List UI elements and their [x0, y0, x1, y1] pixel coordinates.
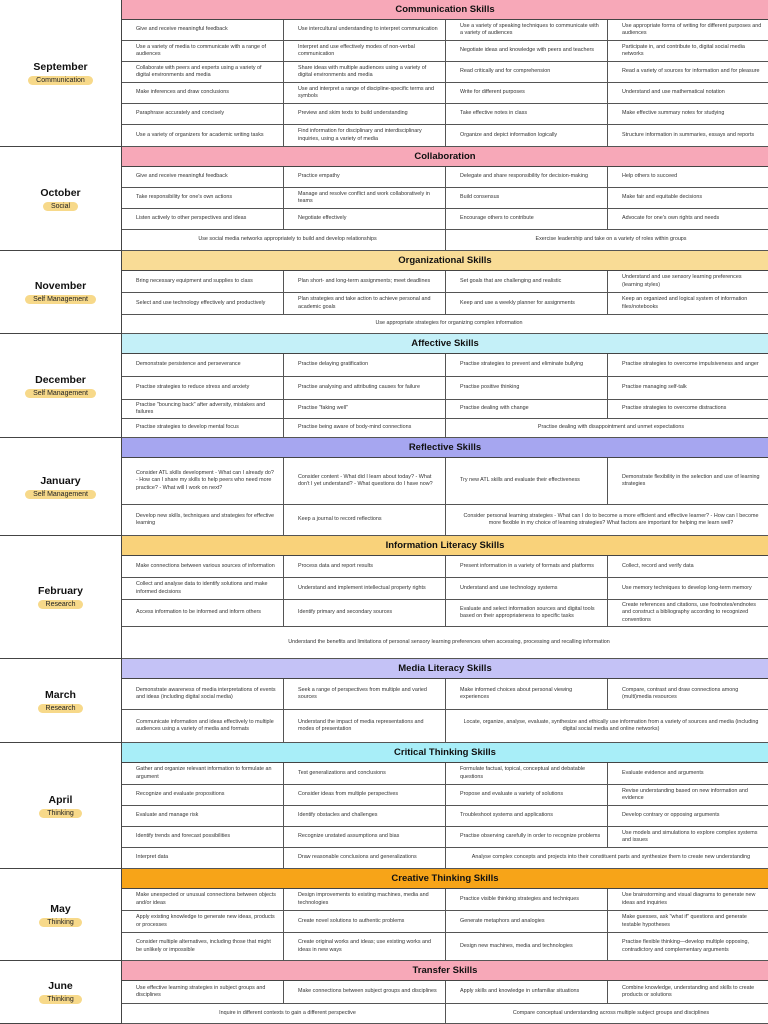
skill-cell: Practise strategies to overcome distractions — [622, 405, 727, 412]
skill-cell: Create references and citations, use footnotes/endnotes and construct a bibliography according to recognized conventions — [622, 602, 756, 623]
skill-row — [122, 419, 768, 438]
skill-cell: Take responsibility for one's own actions — [122, 188, 284, 208]
month-label-april — [0, 743, 122, 869]
month-label-may — [0, 869, 122, 961]
skill-cell: Use appropriate forms of writing for different purposes and audiences — [622, 22, 762, 36]
skill-cell: Interpret and use effectively modes of non-verbal communication — [284, 41, 446, 61]
skill-cell: Compare conceptual understanding across multiple subject groups and disciplines — [512, 1009, 710, 1016]
skill-row — [122, 125, 768, 147]
skill-cell: Formulate factual, topical, conceptual and debatable questions — [446, 763, 608, 784]
month-name: December — [35, 373, 86, 386]
month-name: January — [40, 474, 81, 487]
skill-cell: Apply skills and knowledge in unfamiliar situations — [446, 981, 608, 1003]
skill-row — [122, 83, 768, 104]
skill-cell: Use social media networks appropriately to build and develop relationships — [122, 230, 446, 250]
skill-row — [122, 981, 768, 1004]
skill-cell: Use and interpret a range of discipline-specific terms and symbols — [284, 83, 446, 103]
category-badge: Research — [38, 704, 84, 713]
skill-cell: Practise dealing with change — [446, 400, 608, 418]
skill-cell: Paraphrase accurately and concisely — [122, 104, 284, 124]
skill-cell: Understand the benefits and limitations of personal sensory learning preferences when accessing, processing and recalling information — [288, 638, 610, 645]
skill-cell: Negotiate effectively — [284, 209, 446, 229]
skill-section — [122, 147, 768, 251]
skill-row — [122, 763, 768, 785]
category-badge: Self Management — [25, 389, 96, 398]
month-name: June — [48, 980, 73, 992]
section-title: Information Literacy Skills — [122, 536, 768, 556]
skill-row — [122, 104, 768, 125]
skill-cell: Consider personal learning strategies - What can I do to become a more efficient and effective learner? - How can I become more flexible in my choice of learning strategies? What factors are important for helping me learn well? — [463, 512, 759, 526]
category-badge: Research — [38, 600, 84, 609]
skill-cell: Consider multiple alternatives, including those that might be unlikely or impossible — [122, 933, 284, 960]
skill-row — [122, 354, 768, 377]
skill-cell: Keep a journal to record reflections — [284, 505, 446, 535]
skill-section — [122, 743, 768, 869]
month-name: November — [34, 280, 87, 292]
skill-cell: Consider ATL skills development - What can I already do? - How can I share my skills to help peers who need more practice? - What will I work on next? — [122, 458, 284, 504]
skill-row — [122, 20, 768, 41]
skill-row — [122, 230, 768, 251]
skill-cell: Practise flexible thinking—develop multiple opposing, contradictory and complementary arguments — [622, 939, 750, 953]
skill-cell: Collect and analyse data to identify solutions and make informed decisions — [122, 578, 284, 599]
month-name: May — [50, 902, 71, 915]
skill-cell: Practise strategies to reduce stress and anxiety — [122, 377, 284, 399]
skill-row — [122, 933, 768, 961]
skill-cell: Locate, organize, analyse, evaluate, synthesize and ethically use information from a variety of sources and media (including digital social media and online networks) — [463, 718, 759, 732]
skill-cell: Demonstrate awareness of media interpretations of events and ideas (including digital social media) — [122, 679, 284, 709]
skill-cell: Plan short- and long-term assignments; meet deadlines — [284, 271, 446, 292]
skill-cell: Make connections between various sources of information — [122, 556, 284, 577]
skill-row — [122, 600, 768, 627]
skill-cell: Practice visible thinking strategies and techniques — [446, 889, 608, 910]
skill-cell: Develop new skills, techniques and strategies for effective learning — [122, 505, 284, 535]
skill-cell: Evaluate and manage risk — [122, 806, 284, 826]
skill-row — [122, 209, 768, 230]
skill-row — [122, 458, 768, 505]
skill-section — [122, 961, 768, 1024]
skill-row — [122, 41, 768, 62]
skill-cell: Make fair and equitable decisions — [622, 194, 703, 201]
skill-cell: Practise observing carefully in order to recognize problems — [446, 827, 608, 847]
skill-cell: Practice empathy — [284, 167, 446, 187]
skill-cell: Access information to be informed and inform others — [122, 600, 284, 626]
skill-cell: Propose and evaluate a variety of solutions — [446, 785, 608, 805]
skill-row — [122, 627, 768, 659]
skill-row — [122, 889, 768, 911]
skill-cell: Practise dealing with disappointment and unmet expectations — [537, 424, 685, 431]
category-badge: Thinking — [39, 809, 81, 818]
skill-cell: Generate metaphors and analogies — [446, 911, 608, 932]
skill-cell: Collaborate with peers and experts using a variety of digital environments and media — [122, 62, 284, 82]
skill-cell: Understand the impact of media representations and modes of presentation — [284, 710, 446, 742]
skill-cell: Combine knowledge, understanding and skills to create products or solutions — [622, 984, 755, 998]
month-name: September — [33, 61, 88, 73]
skill-row — [122, 578, 768, 600]
month-name: March — [45, 688, 76, 701]
skill-row — [122, 62, 768, 83]
skill-cell: Recognize and evaluate propositions — [122, 785, 284, 805]
skill-cell: Understand and use sensory learning preferences (learning styles) — [622, 274, 742, 288]
skill-section — [122, 659, 768, 743]
skill-cell: Demonstrate flexibility in the selection and use of learning strategies — [622, 473, 760, 487]
skill-row — [122, 400, 768, 419]
skill-cell: Present information in a variety of formats and platforms — [446, 556, 608, 577]
skill-cell: Try new ATL skills and evaluate their effectiveness — [446, 458, 608, 504]
skill-cell: Demonstrate persistence and perseverance — [122, 354, 284, 376]
skill-cell: Use appropriate strategies for organizing complex information — [375, 320, 523, 327]
skill-cell: Compare, contrast and draw connections among (multi)media resources — [622, 686, 739, 700]
skill-row — [122, 679, 768, 710]
skill-cell: Help others to succeed — [622, 173, 678, 180]
skill-cell: Keep an organized and logical system of information files/notebooks — [622, 296, 748, 310]
skill-cell: Evaluate evidence and arguments — [622, 769, 704, 776]
skill-cell: Organize and depict information logically — [446, 125, 608, 146]
skill-cell: Test generalizations and conclusions — [284, 763, 446, 784]
skill-cell: Identify trends and forecast possibilities — [122, 827, 284, 847]
skill-row — [122, 827, 768, 848]
skill-cell: Make effective summary notes for studying — [622, 110, 725, 117]
skill-cell: Find information for disciplinary and interdisciplinary inquiries, using a variety of media — [284, 125, 446, 146]
skill-cell: Write for different purposes — [446, 83, 608, 103]
month-name: February — [38, 585, 83, 597]
skill-section — [122, 334, 768, 438]
skill-cell: Make inferences and draw conclusions — [122, 83, 284, 103]
skill-cell: Process data and report results — [284, 556, 446, 577]
skill-section — [122, 438, 768, 536]
month-label-february — [0, 536, 122, 659]
skill-cell: Design new machines, media and technologies — [446, 933, 608, 960]
month-label-march — [0, 659, 122, 743]
skill-cell: Understand and implement intellectual property rights — [284, 578, 446, 599]
skill-cell: Exercise leadership and take on a variety of roles within groups — [535, 236, 687, 243]
skill-cell: Share ideas with multiple audiences using a variety of digital environments and media — [284, 62, 446, 82]
skill-cell: Practise positive thinking — [446, 377, 608, 399]
skill-section — [122, 536, 768, 659]
skill-cell: Preview and skim texts to build understanding — [284, 104, 446, 124]
skill-cell: Practise "faking well" — [284, 400, 446, 418]
skill-row — [122, 1004, 768, 1024]
skill-cell: Analyse complex concepts and projects into their constituent parts and synthesize them to create new understanding — [471, 854, 751, 861]
skill-cell: Bring necessary equipment and supplies to class — [122, 271, 284, 292]
skill-cell: Keep and use a weekly planner for assignments — [446, 293, 608, 314]
skill-cell: Evaluate and select information sources and digital tools based on their appropriateness to specific tasks — [446, 600, 608, 626]
category-badge: Thinking — [39, 995, 81, 1004]
month-label-october — [0, 147, 122, 251]
skill-cell: Use intercultural understanding to interpret communication — [284, 20, 446, 40]
section-title: Media Literacy Skills — [122, 659, 768, 679]
skill-cell: Understand and use technology systems — [446, 578, 608, 599]
skill-cell: Structure information in summaries, essays and reports — [622, 131, 755, 138]
skill-cell: Understand and use mathematical notation — [622, 89, 725, 96]
skill-cell: Consider ideas from multiple perspectives — [284, 785, 446, 805]
skill-cell: Advocate for one's own rights and needs — [622, 215, 720, 222]
section-title: Affective Skills — [122, 334, 768, 354]
section-title: Organizational Skills — [122, 251, 768, 271]
skill-cell: Take effective notes in class — [446, 104, 608, 124]
skill-cell: Revise understanding based on new information and evidence — [622, 787, 748, 801]
skill-cell: Practise being aware of body-mind connections — [284, 419, 446, 437]
skill-cell: Create original works and ideas; use existing works and ideas in new ways — [284, 933, 446, 960]
section-title: Collaboration — [122, 147, 768, 167]
skill-cell: Apply existing knowledge to generate new ideas, products or processes — [122, 911, 284, 932]
skill-row — [122, 377, 768, 400]
category-badge: Communication — [28, 76, 93, 85]
category-badge: Self Management — [25, 490, 96, 499]
section-title: Transfer Skills — [122, 961, 768, 981]
skill-cell: Collect, record and verify data — [622, 562, 694, 569]
skill-cell: Make guesses, ask "what if" questions and generate testable hypotheses — [622, 914, 747, 928]
month-label-january — [0, 438, 122, 536]
skill-row — [122, 911, 768, 933]
skill-cell: Interpret data — [122, 848, 284, 868]
skill-cell: Design improvements to existing machines, media and technologies — [284, 889, 446, 910]
section-title: Creative Thinking Skills — [122, 869, 768, 889]
month-label-september — [0, 0, 122, 147]
skill-section — [122, 251, 768, 334]
skill-cell: Set goals that are challenging and realistic — [446, 271, 608, 292]
skill-cell: Practise managing self-talk — [622, 384, 687, 391]
skill-cell: Read critically and for comprehension — [446, 62, 608, 82]
skill-row — [122, 293, 768, 315]
skill-cell: Troubleshoot systems and applications — [446, 806, 608, 826]
skill-row — [122, 806, 768, 827]
skill-cell: Seek a range of perspectives from multiple and varied sources — [284, 679, 446, 709]
skill-cell: Use models and simulations to explore complex systems and issues — [622, 829, 758, 843]
skill-cell: Make unexpected or unusual connections between objects and/or ideas — [122, 889, 284, 910]
skill-section — [122, 0, 768, 147]
skill-cell: Gather and organize relevant information to formulate an argument — [122, 763, 284, 784]
skill-cell: Practise delaying gratification — [284, 354, 446, 376]
skill-cell: Identify obstacles and challenges — [284, 806, 446, 826]
skill-cell: Encourage others to contribute — [446, 209, 608, 229]
skill-cell: Practise "bouncing back" after adversity, mistakes and failures — [122, 400, 284, 418]
skill-cell: Use a variety of media to communicate with a range of audiences — [122, 41, 284, 61]
month-label-november — [0, 251, 122, 334]
skill-cell: Practise analysing and attributing causes for failure — [284, 377, 446, 399]
skill-cell: Create novel solutions to authentic problems — [284, 911, 446, 932]
skill-cell: Use a variety of speaking techniques to communicate with a variety of audiences — [446, 20, 608, 40]
skill-cell: Read a variety of sources for information and for pleasure — [622, 68, 760, 75]
month-name: April — [48, 793, 73, 806]
skill-row — [122, 315, 768, 334]
skill-row — [122, 188, 768, 209]
month-name: October — [40, 186, 81, 199]
skill-cell: Give and receive meaningful feedback — [122, 20, 284, 40]
skill-cell: Recognize unstated assumptions and bias — [284, 827, 446, 847]
category-badge: Thinking — [39, 918, 81, 927]
skill-cell: Use brainstorming and visual diagrams to generate new ideas and inquiries — [622, 892, 756, 906]
skill-cell: Make informed choices about personal viewing experiences — [446, 679, 608, 709]
skill-row — [122, 271, 768, 293]
skill-row — [122, 710, 768, 743]
category-badge: Self Management — [25, 295, 96, 304]
skill-row — [122, 556, 768, 578]
skill-cell: Inquire in different contexts to gain a different perspective — [122, 1004, 446, 1023]
section-title: Communication Skills — [122, 0, 768, 20]
skill-cell: Use a variety of organizers for academic writing tasks — [122, 125, 284, 146]
skill-cell: Give and receive meaningful feedback — [122, 167, 284, 187]
skill-cell: Negotiate ideas and knowledge with peers and teachers — [446, 41, 608, 61]
skill-section — [122, 869, 768, 961]
skill-cell: Consider content - What did I learn about today? - What don't I yet understand? - What questions do I have now? — [284, 458, 446, 504]
skill-cell: Practise strategies to develop mental focus — [122, 419, 284, 437]
skill-cell: Draw reasonable conclusions and generalizations — [284, 848, 446, 868]
skill-cell: Manage and resolve conflict and work collaboratively in teams — [284, 188, 446, 208]
month-label-december — [0, 334, 122, 438]
skill-cell: Practise strategies to prevent and eliminate bullying — [446, 354, 608, 376]
skill-cell: Select and use technology effectively and productively — [122, 293, 284, 314]
skill-row — [122, 505, 768, 536]
month-label-june — [0, 961, 122, 1024]
skill-row — [122, 848, 768, 869]
skill-cell: Build consensus — [446, 188, 608, 208]
skill-cell: Develop contrary or opposing arguments — [622, 812, 720, 819]
skill-cell: Identify primary and secondary sources — [284, 600, 446, 626]
section-title: Critical Thinking Skills — [122, 743, 768, 763]
skill-cell: Delegate and share responsibility for decision-making — [446, 167, 608, 187]
section-title: Reflective Skills — [122, 438, 768, 458]
skill-cell: Use effective learning strategies in subject groups and disciplines — [122, 981, 284, 1003]
skill-cell: Participate in, and contribute to, digital social media networks — [622, 43, 745, 57]
category-badge: Social — [43, 202, 78, 211]
skill-row — [122, 785, 768, 806]
skill-row — [122, 167, 768, 188]
skill-cell: Listen actively to other perspectives and ideas — [122, 209, 284, 229]
skill-cell: Communicate information and ideas effectively to multiple audiences using a variety of media and formats — [122, 710, 284, 742]
skill-cell: Make connections between subject groups and disciplines — [284, 981, 446, 1003]
skill-cell: Use memory techniques to develop long-term memory — [622, 584, 752, 591]
skill-cell: Practise strategies to overcome impulsiveness and anger — [622, 361, 759, 368]
skill-cell: Plan strategies and take action to achieve personal and academic goals — [284, 293, 446, 314]
